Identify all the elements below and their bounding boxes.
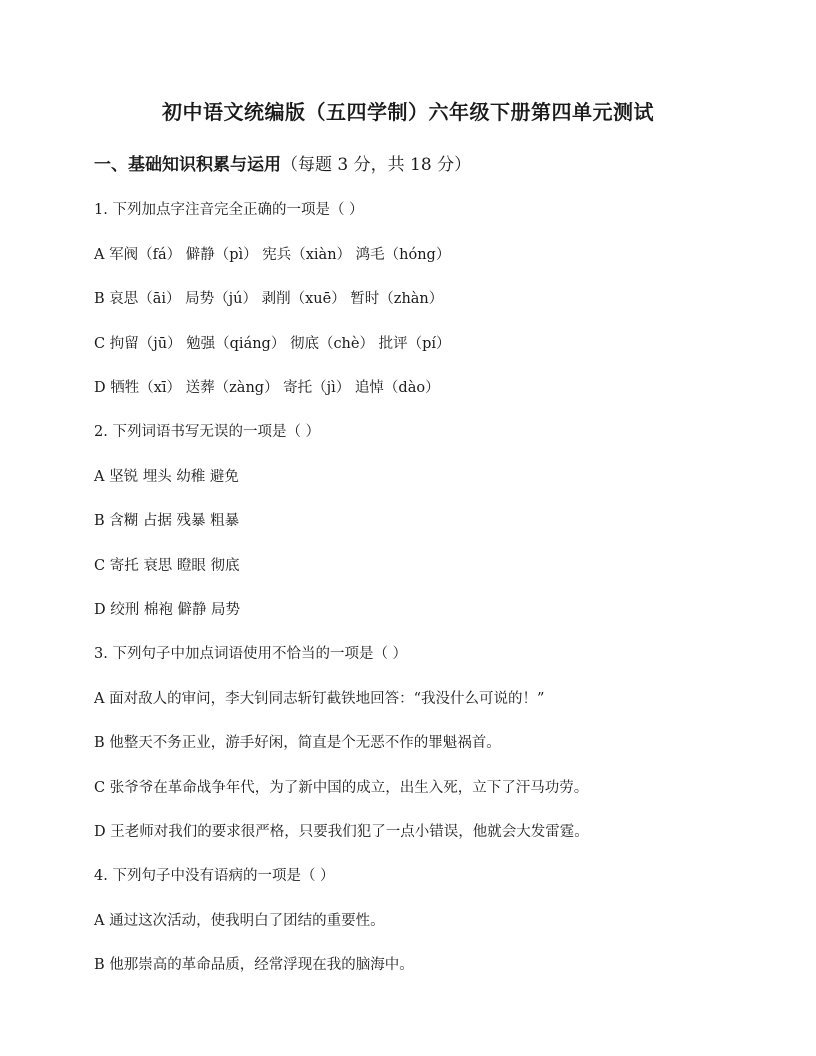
question-stem: 2. 下列词语书写无误的一项是（ ） (94, 424, 321, 440)
section-score-note: （每题 3 分，共 18 分） (281, 155, 472, 175)
question-option: A 面对敌人的审问，李大钊同志斩钉截铁地回答：“我没什么可说的！” (94, 691, 545, 707)
question-option: C 寄托 衰思 瞪眼 彻底 (94, 558, 240, 574)
question-stem: 3. 下列句子中加点词语使用不恰当的一项是（ ） (94, 646, 408, 662)
question-option: B 哀思（āi） 局势（jú） 剥削（xuē） 暂时（zhàn） (94, 291, 444, 307)
question-option: C 拘留（jū） 勉强（qiáng） 彻底（chè） 批评（pí） (94, 336, 451, 352)
question-option: A 坚锐 埋头 幼稚 避免 (94, 469, 239, 485)
question-option: D 绞刑 棉袍 僻静 局势 (94, 602, 241, 618)
question-stem: 4. 下列句子中没有语病的一项是（ ） (94, 868, 335, 884)
question-option: D 牺牲（xī） 送葬（zàng） 寄托（jì） 追悼（dào） (94, 380, 440, 396)
question-option: B 他那崇高的革命品质，经常浮现在我的脑海中。 (94, 957, 414, 973)
section-heading (94, 150, 471, 175)
question-option: A 军阀（fá） 僻静（pì） 宪兵（xiàn） 鸿毛（hóng） (94, 247, 451, 263)
question-option: C 张爷爷在革命战争年代，为了新中国的成立，出生入死，立下了汗马功劳。 (94, 780, 589, 796)
question-option: D 王老师对我们的要求很严格，只要我们犯了一点小错误，他就会大发雷霆。 (94, 824, 589, 840)
question-option: B 他整天不务正业，游手好闲，简直是个无恶不作的罪魁祸首。 (94, 735, 501, 751)
question-option: B 含糊 占据 残暴 粗暴 (94, 513, 240, 529)
question-option: A 通过这次活动，使我明白了团结的重要性。 (94, 913, 385, 929)
question-stem: 1. 下列加点字注音完全正确的一项是（ ） (94, 202, 364, 218)
document-title: 初中语文统编版（五四学制）六年级下册第四单元测试 (162, 100, 654, 124)
section-heading-text: 一、基础知识积累与运用 (94, 155, 281, 175)
